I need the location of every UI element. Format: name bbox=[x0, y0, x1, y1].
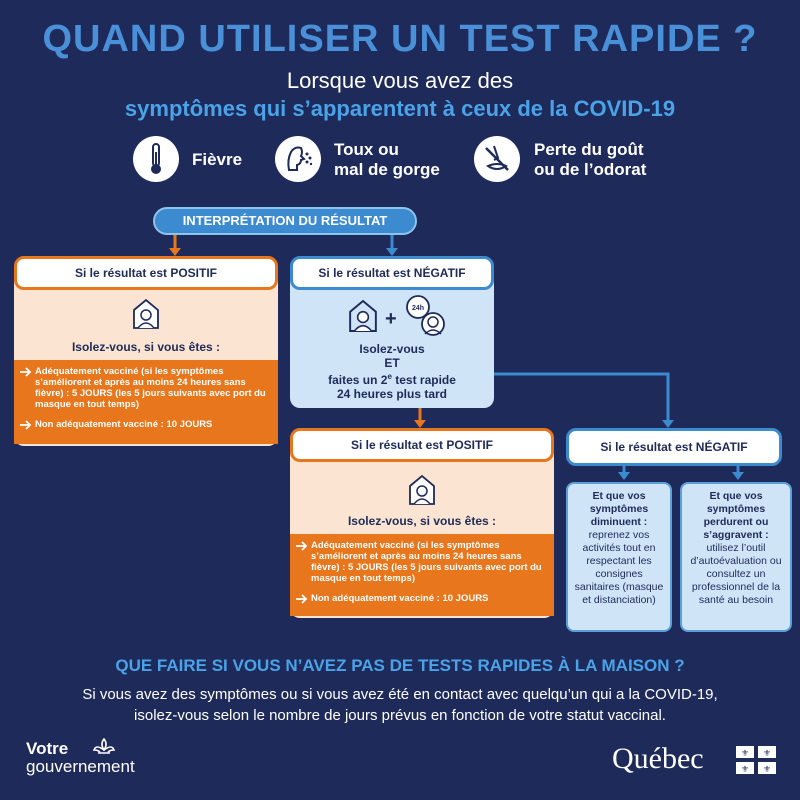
arrow-right-icon bbox=[296, 594, 308, 604]
positive-isolate-text-2: Isolez-vous, si vous êtes : bbox=[347, 514, 497, 528]
svg-text:⚜: ⚜ bbox=[740, 764, 750, 774]
symptom-cough-label-2: mal de gorge bbox=[334, 160, 440, 179]
negative-header-1: Si le résultat est NÉGATIF bbox=[290, 256, 494, 290]
svg-text:⚜: ⚜ bbox=[762, 748, 772, 758]
arrowhead-positive-1 bbox=[169, 248, 181, 256]
quebec-logo-text: Québec bbox=[612, 742, 704, 775]
positive-header-1: Si le résultat est POSITIF bbox=[14, 256, 278, 290]
quebec-flag-icon bbox=[736, 746, 776, 779]
positive-header-2: Si le résultat est POSITIF bbox=[290, 428, 554, 462]
isolate-house-icon-1 bbox=[132, 298, 160, 335]
svg-text:24h: 24h bbox=[411, 305, 425, 312]
plus-icon: + bbox=[385, 308, 397, 330]
fleur-de-lis-icon bbox=[92, 738, 116, 765]
symptom-fever-label: Fièvre bbox=[192, 150, 243, 169]
arrowhead-card-right bbox=[732, 472, 744, 480]
arrow-right-icon bbox=[20, 367, 32, 377]
bullet-vaccinated-1: Adéquatement vacciné (si les symptômes s’améliorent et après au moins 24 heures sans fièvre) : 5 JOURS (les 5 jours suivants avec port du masque en tout temps) bbox=[20, 366, 272, 410]
page-title: QUAND UTILISER UN TEST RAPIDE ? bbox=[42, 18, 758, 60]
gov-logo-text: Votre bbox=[26, 739, 69, 758]
positive-orange-box-1 bbox=[14, 360, 278, 444]
arrowhead-card-left bbox=[618, 472, 630, 480]
negative-text-1: Isolez-vous ET faites un 2e test rapide 24 heures plus tard bbox=[328, 342, 456, 401]
arrowhead-positive-2 bbox=[414, 420, 426, 428]
symptom-smell-label-2: ou de l’odorat bbox=[534, 160, 647, 179]
clock-person-icon bbox=[405, 294, 451, 345]
arrow-right-icon bbox=[296, 541, 308, 551]
positive-isolate-text-1: Isolez-vous, si vous êtes : bbox=[71, 340, 221, 354]
bullet-vaccinated-2: Adéquatement vacciné (si les symptômes s’améliorent et après au moins 24 heures sans fièvre) : 5 JOURS (les 5 jours suivants avec port du masque en tout temps) bbox=[296, 540, 548, 584]
isolate-house-icon-2 bbox=[348, 298, 378, 339]
symptom-cough-label-1: Toux ou bbox=[334, 140, 399, 159]
subtitle-line2: symptômes qui s’apparentent à ceux de la COVID-19 bbox=[124, 96, 676, 121]
bullet-not-vaccinated-2: Non adéquatement vacciné : 10 JOURS bbox=[296, 593, 548, 604]
card-symptoms-persist: Et que vos symptômes perdurent ou s’aggravent : utilisez l’outil d’autoévaluation ou consultez un professionnel de la santé au besoin bbox=[680, 482, 792, 632]
isolate-house-icon-3 bbox=[408, 474, 436, 511]
interpretation-label: INTERPRÉTATION DU RÉSULTAT bbox=[153, 207, 417, 235]
svg-text:⚜: ⚜ bbox=[762, 764, 772, 774]
arrowhead-negative-1 bbox=[386, 248, 398, 256]
svg-text:⚜: ⚜ bbox=[740, 748, 750, 758]
positive-orange-box-2 bbox=[290, 534, 554, 616]
symptom-smell-label-1: Perte du goût bbox=[534, 140, 644, 159]
arrow-right-icon bbox=[20, 420, 32, 430]
gov-logo-text-2: gouvernement bbox=[26, 757, 135, 776]
subtitle-line1: Lorsque vous avez des bbox=[286, 68, 514, 93]
arrowhead-negative-2 bbox=[662, 420, 674, 428]
card-symptoms-decrease: Et que vos symptômes diminuent : reprenez vos activités tout en respectant les consignes sanitaires (masque et distanciation) bbox=[566, 482, 672, 632]
bottom-question: QUE FAIRE SI VOUS N’AVEZ PAS DE TESTS RAPIDES À LA MAISON ? bbox=[115, 656, 685, 675]
bottom-text: Si vous avez des symptômes ou si vous avez été en contact avec quelqu’un qui a la COVID-19, isolez-vous selon le nombre de jours prévus en fonction de votre statut vaccinal. bbox=[82, 686, 718, 724]
connector-negative-2 bbox=[492, 374, 668, 424]
negative-header-2: Si le résultat est NÉGATIF bbox=[566, 428, 782, 466]
bullet-not-vaccinated-1: Non adéquatement vacciné : 10 JOURS bbox=[20, 419, 272, 430]
